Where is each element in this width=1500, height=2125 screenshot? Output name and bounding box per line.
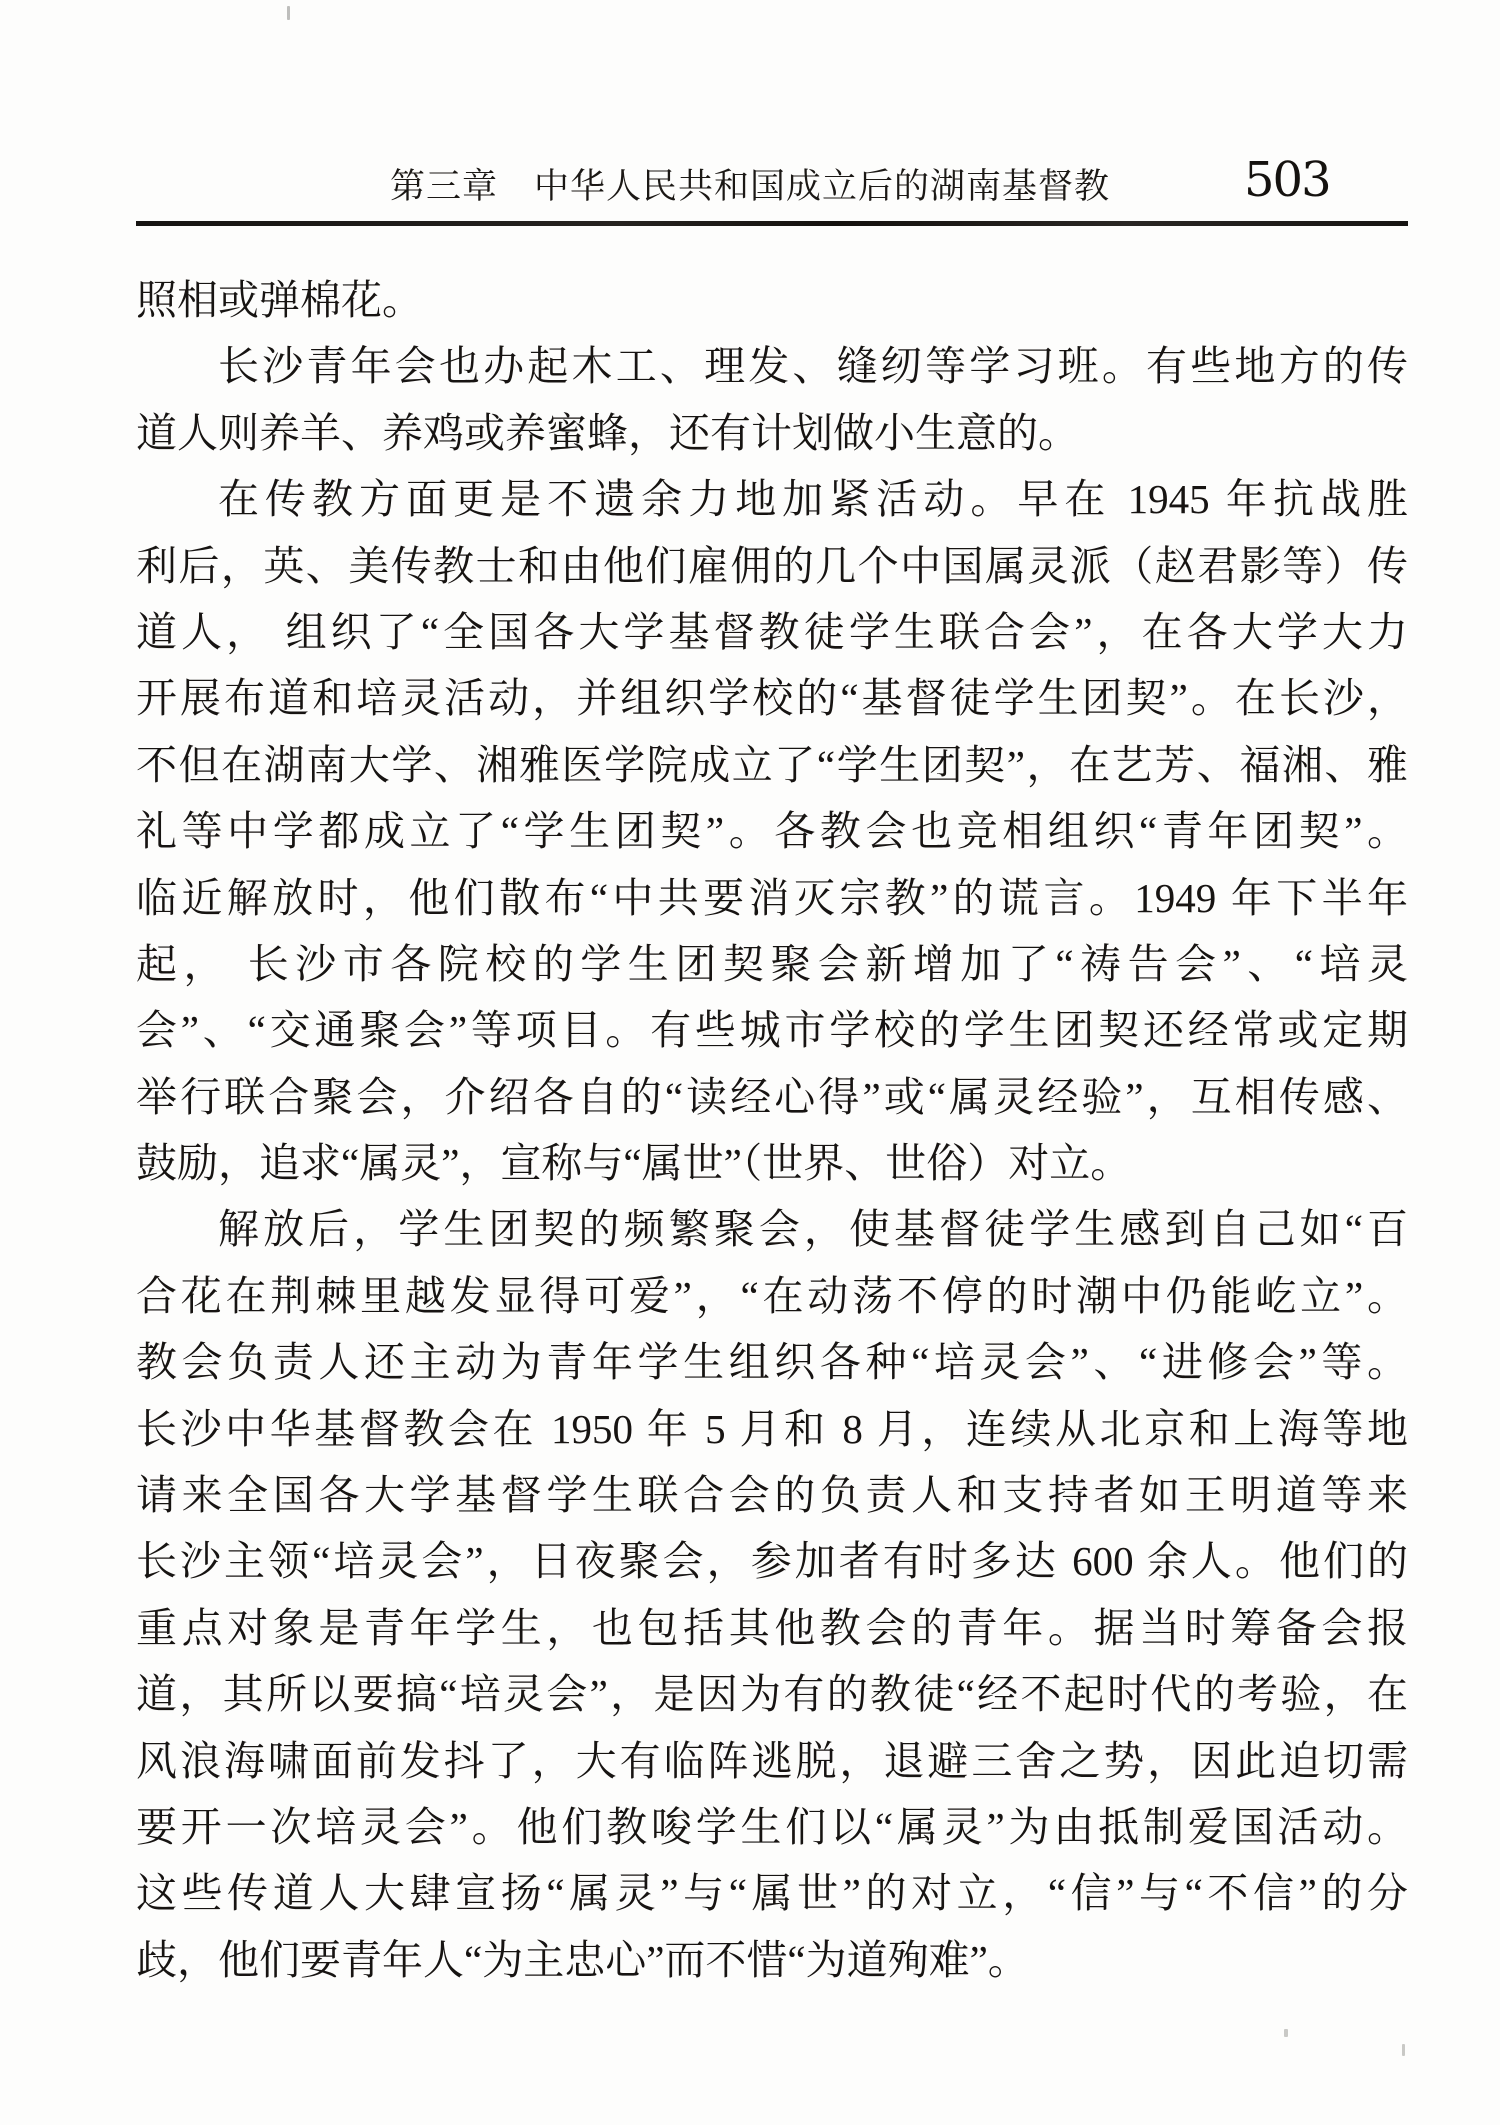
scan-speck xyxy=(287,6,290,20)
text-line: 长沙主领“培灵会”，日夜聚会，参加者有时多达 600 余人。他们的 xyxy=(136,1538,1408,1585)
text-line: 开展布道和培灵活动，并组织学校的“基督徒学生团契”。在长沙， xyxy=(136,675,1408,722)
scan-speck xyxy=(1402,2044,1405,2056)
page-number: 503 xyxy=(1244,152,1330,208)
text-line: 请来全国各大学基督学生联合会的负责人和支持者如王明道等来 xyxy=(136,1472,1408,1519)
text-line: 长沙青年会也办起木工、理发、缝纫等学习班。有些地方的传 xyxy=(218,343,1408,390)
text-line: 在传教方面更是不遗余力地加紧活动。早在 1945 年抗战胜 xyxy=(218,476,1408,523)
text-line: 道，其所以要搞“培灵会”，是因为有的教徒“经不起时代的考验，在 xyxy=(136,1671,1408,1718)
running-header-title: 第三章 中华人民共和国成立后的湖南基督教 xyxy=(389,167,1110,206)
text-line: 合花在荆棘里越发显得可爱”，“在动荡不停的时潮中仍能屹立”。 xyxy=(136,1272,1408,1319)
text-line: 歧，他们要青年人“为主忠心”而不惜“为道殉难”。 xyxy=(136,1936,1029,1983)
text-line: 利后，英、美传教士和由他们雇佣的几个中国属灵派（赵君影等）传 xyxy=(136,542,1408,589)
text-line: 礼等中学都成立了“学生团契”。各教会也竞相组织“青年团契”。 xyxy=(136,808,1408,855)
text-line: 会”、“交通聚会”等项目。有些城市学校的学生团契还经常或定期 xyxy=(136,1007,1408,1054)
text-line: 长沙中华基督教会在 1950 年 5 月和 8 月，连续从北京和上海等地 xyxy=(136,1405,1408,1452)
text-line: 风浪海啸面前发抖了，大有临阵逃脱，退避三舍之势，因此迫切需 xyxy=(136,1737,1408,1784)
header-rule xyxy=(136,221,1408,226)
text-line: 照相或弹棉花。 xyxy=(136,277,423,323)
text-line: 解放后，学生团契的频繁聚会，使基督徒学生感到自己如“百 xyxy=(218,1206,1408,1253)
text-line: 不但在湖南大学、湘雅医学院成立了“学生团契”，在艺芳、福湘、雅 xyxy=(136,741,1408,788)
text-line: 这些传道人大肆宣扬“属灵”与“属世”的对立，“信”与“不信”的分 xyxy=(136,1870,1408,1917)
text-line: 道人， 组织了“全国各大学基督教徒学生联合会”，在各大学大力 xyxy=(136,608,1408,655)
text-line: 起， 长沙市各院校的学生团契聚会新增加了“祷告会”、“培灵 xyxy=(136,940,1408,987)
body-text xyxy=(136,267,1408,1993)
text-line: 要开一次培灵会”。他们教唆学生们以“属灵”为由抵制爱国活动。 xyxy=(136,1803,1408,1850)
text-line: 鼓励，追求“属灵”，宣称与“属世”（世界、世俗）对立。 xyxy=(136,1140,1132,1187)
text-line: 道人则养羊、养鸡或养蜜蜂，还有计划做小生意的。 xyxy=(136,409,1079,456)
text-line: 临近解放时，他们散布“中共要消灭宗教”的谎言。1949 年下半年 xyxy=(136,874,1408,921)
text-line: 教会负责人还主动为青年学生组织各种“培灵会”、“进修会”等。 xyxy=(136,1339,1408,1386)
text-line: 举行联合聚会，介绍各自的“读经心得”或“属灵经验”，互相传感、 xyxy=(136,1073,1408,1120)
scan-speck xyxy=(1284,2029,1288,2037)
text-line: 重点对象是青年学生，也包括其他教会的青年。据当时筹备会报 xyxy=(136,1604,1408,1651)
